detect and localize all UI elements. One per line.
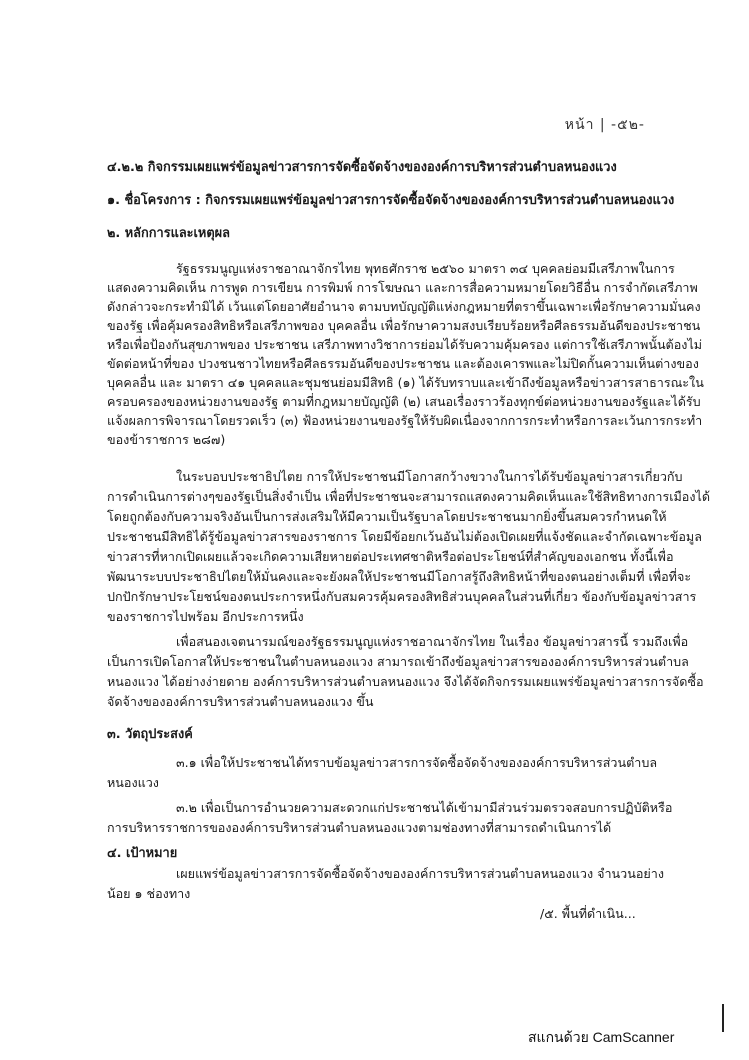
objective-line: การบริหารราชการขององค์การบริหารส่วนตำบลหนองแวงตามช่องทางที่สามารถดำเนินการได้ (107, 820, 612, 835)
para2-line: ประชาชนมีสิทธิได้รู้ข้อมูลข่าวสารของราชการ โดยมีข้อยกเว้นอันไม่ต้องเปิดเผยที่แจ้งชัดและจำกัดเฉพาะข้อมูล (107, 529, 702, 544)
para3-line: หนองแวง ได้อย่างง่ายดาย องค์การบริหารส่วนตำบลหนองแวง จึงได้จัดกิจกรรมเผยแพร่ข้อมูลข่าวสารการจัดซื้อ (107, 674, 704, 689)
principles-heading: ๒. หลักการและเหตุผล (107, 226, 231, 241)
para2-line: ข่าวสารที่หากเปิดเผยแล้วจะเกิดความเสียหายต่อประเทศชาติหรือต่อประโยชน์ที่สำคัญของเอกชน ทั้งนี้เพื่อ (107, 549, 674, 564)
project-name: ๑. ชื่อโครงการ : กิจกรรมเผยแพร่ข้อมูลข่าวสารการจัดซื้อจัดจ้างขององค์การบริหารส่วนตำบลหนองแวง (107, 193, 675, 208)
para1-line: รัฐธรรมนูญแห่งราชอาณาจักรไทย พุทธศักราช ๒๕๖๐ มาตรา ๓๔ บุคคลย่อมมีเสรีภาพในการ (176, 261, 675, 276)
page-number: หน้า | -๕๒- (564, 117, 645, 133)
para2-line: ในระบอบประชาธิปไตย การให้ประชาชนมีโอกาสกว้างขวางในการได้รับข้อมูลข่าวสารเกี่ยวกับ (176, 469, 683, 484)
para3-line: เป็นการเปิดโอกาสให้ประชาชนในตำบลหนองแวง สามารถเข้าถึงข้อมูลข่าวสารขององค์การบริหารส่วนตำบล (107, 654, 689, 669)
target-line: เผยแพร่ข้อมูลข่าวสารการจัดซื้อจัดจ้างขององค์การบริหารส่วนตำบลหนองแวง จำนวนอย่าง (176, 866, 665, 881)
page-edge-mark (722, 1004, 724, 1032)
objectives-heading: ๓. วัตถุประสงค์ (107, 727, 193, 742)
para1-line: แสดงความคิดเห็น การพูด การเขียน การพิมพ์ การโฆษณา และการสื่อความหมายโดยวิธีอื่น การจำกัดเสรีภาพ (107, 280, 698, 295)
para2-line: ปกปักรักษาประโยชน์ของตนประการหนึ่งกับสมควรคุ้มครองสิทธิส่วนบุคคลในส่วนที่เกี่ยว ข้องกับข้อมูลข่าวสาร (107, 589, 697, 604)
objective-line: ๓.๑ เพื่อให้ประชาชนได้ทราบข้อมูลข่าวสารการจัดซื้อจัดจ้างขององค์การบริหารส่วนตำบล (176, 755, 658, 770)
para1-line: หรือเพื่อป้องกันสุขภาพของ ประชาชน เสรีภาพทางวิชาการย่อมได้รับความคุ้มครอง แต่การใช้เสรีภาพนั้นต้องไม่ (107, 337, 703, 352)
para2-line: การดำเนินการต่างๆของรัฐเป็นสิ่งจำเป็น เพื่อที่ประชาชนจะสามารถแสดงความคิดเห็นและใช้สิทธิทางการเมืองได้ (107, 489, 711, 504)
section-title: ๔.๒.๒ กิจกรรมเผยแพร่ข้อมูลข่าวสารการจัดซื้อจัดจ้างขององค์การบริหารส่วนตำบลหนองแวง (107, 160, 617, 175)
objective-line: ๓.๒ เพื่อเป็นการอำนวยความสะดวกแก่ประชาชนได้เข้ามามีส่วนร่วมตรวจสอบการปฏิบัติหรือ (176, 800, 673, 815)
para1-line: ดังกล่าวจะกระทำมิได้ เว้นแต่โดยอาศัยอำนาจ ตามบทบัญญัติแห่งกฎหมายที่ตราขึ้นเฉพาะเพื่อรักษาความมั่นคง (107, 299, 701, 314)
para2-line: พัฒนาระบบประชาธิปไตยให้มั่นคงและจะยังผลให้ประชาชนมีโอกาสรู้ถึงสิทธิหน้าที่ของตนอย่างเต็มที่ เพื่อที่จะ (107, 569, 692, 584)
para1-line: ของรัฐ เพื่อคุ้มครองสิทธิหรือเสรีภาพของ บุคคลอื่น เพื่อรักษาความสงบเรียบร้อยหรือศีลธรรมอันดีของประชาชน (107, 318, 701, 333)
target-line: น้อย ๑ ช่องทาง (107, 886, 191, 901)
para3-line: เพื่อสนองเจตนารมณ์ของรัฐธรรมนูญแห่งราชอาณาจักรไทย ในเรื่อง ข้อมูลข่าวสารนี้ รวมถึงเพื่อ (176, 634, 689, 649)
para1-line: ขัดต่อหน้าที่ของ ปวงชนชาวไทยหรือศีลธรรมอันดีของประชาชน และต้องเคารพและไม่ปิดกั้นความเห็นต่างของ (107, 356, 699, 371)
continued-note: /๕. พื้นที่ดำเนิน... (540, 906, 636, 921)
para1-line: ของข้าราชการ ๒๘๗) (107, 432, 226, 447)
para2-line: โดยถูกต้องกับความจริงอันเป็นการส่งเสริมให้มีความเป็นรัฐบาลโดยประชาชนมากยิ่งขึ้นสมควรกำหนดให้ (107, 509, 667, 524)
camscanner-watermark: สแกนด้วย CamScanner (528, 1029, 675, 1045)
para3-line: จัดจ้างขององค์การบริหารส่วนตำบลหนองแวง ขึ้น (107, 694, 374, 709)
para1-line: ครอบครองของหน่วยงานของรัฐ ตามที่กฎหมายบัญญัติ (๒) เสนอเรื่องราวร้องทุกข์ต่อหน่วยงานของรัฐและได้รับ (107, 394, 701, 409)
para1-line: บุคคลอื่น และ มาตรา ๔๑ บุคคลและชุมชนย่อมมีสิทธิ (๑) ได้รับทราบและเข้าถึงข้อมูลหรือข่าวสารสาธารณะใน (107, 375, 704, 390)
para2-line: ของราชการไปพร้อม อีกประการหนึ่ง (107, 609, 304, 624)
objective-line: หนองแวง (107, 775, 159, 790)
para1-line: แจ้งผลการพิจารณาโดยรวดเร็ว (๓) ฟ้องหน่วยงานของรัฐให้รับผิดเนื่องจากการกระทำหรือการละเว้นการกระทำ (107, 413, 703, 428)
target-heading: ๔. เป้าหมาย (107, 846, 178, 861)
